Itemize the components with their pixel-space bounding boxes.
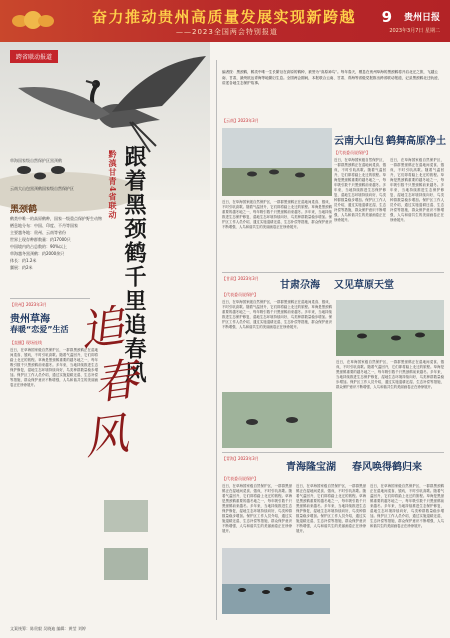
section-body: 近日，在草海国家级自然保护区，一群群黑颈鹤正在湿地间觅食、嬉戏，不时引吭高歌。随着气温回升，它们即将踏上北迁的旅程。草海是黑颈鹤重要的越冬地之一，每年吸引数千只黑颈鹤前来越冬。多年来，当地持续推进生态保护修复，湿地生态环境持续向好，鸟类种群数量稳步增加。保护区工作人员介绍，通过实施退耕还湿、生态补偿等措施，群众保护意识不断增强，人鸟和谐共生的美丽画卷正在徐徐展开。	[222, 300, 332, 329]
section-title: 甘肃尕海	[280, 280, 320, 291]
fact-box-title: 黑颈鹤	[10, 205, 38, 215]
section-label: 【贵州】2023年3月	[10, 302, 47, 307]
section-body: 近日，在草海国家级自然保护区，一群群黑颈鹤正在湿地间觅食、嬉戏，不时引吭高歌。随着气温回升，它们即将踏上北迁的旅程。草海是黑颈鹤重要的越冬地之一，每年吸引数千只黑颈鹤前来越冬。多年来，当地持续推进生态保护修复，湿地生态环境持续向好，鸟类种群数量稳步增加。保护区工作人员介绍，通过实施退耕还湿、生态补偿等措施，群众保护意识不断增强，人鸟和谐共生的美丽画卷正在徐徐展开。	[370, 484, 444, 528]
calligraphy-char: 追	[76, 300, 128, 358]
section-label: 【云南】2023年3月	[222, 118, 259, 123]
fact-line: 栖息地分布：中国、印度、不丹等国家	[10, 223, 78, 228]
section-kicker: 【直播】现场连线	[10, 340, 42, 345]
section-body: 近日，在草海国家级自然保护区，一群群黑颈鹤正在湿地间觅食、嬉戏，不时引吭高歌。随着气温回升，它们即将踏上北迁的旅程。草海是黑颈鹤重要的越冬地之一，每年吸引数千只黑颈鹤前来越冬。多年来，当地持续推进生态保护修复，湿地生态环境持续向好，鸟类种群数量稳步增加。保护区工作人员介绍，通过实施退耕还湿、生态补偿等措施，群众保护意识不断增强，人鸟和谐共生的美丽画卷正在徐徐展开。	[296, 484, 366, 533]
page-subtitle: ——2023全国两会特别报道	[176, 28, 278, 36]
fact-line: 鹤类中唯一的高原鹤种，国家一级重点保护野生动物	[10, 216, 102, 221]
fact-line: 世界上现存种群数量：约17000只	[10, 237, 71, 242]
editor-note: 编者按：黑颈鹤，鹤类中唯一生长繁衍在高原的鹤种，被誉为“高原神鸟”。每年春天，栖息在贵州草海的黑颈鹤将开启北迁之旅，飞越云南、甘肃，最终抵达青海等地繁衍生息。全国两会期间，本报联合云南、甘肃、青海等省级党报推出跨省联动报道，记录黑颈鹤北迁轨迹，讲述各地生态保护故事。	[222, 70, 442, 85]
gansu-photo	[336, 300, 444, 356]
section-title: 云南大山包	[334, 136, 384, 147]
divider	[222, 452, 444, 453]
section-kicker: 【代表委员说保护】	[334, 150, 370, 155]
section-body: 近日，在草海国家级自然保护区，一群群黑颈鹤正在湿地间觅食、嬉戏，不时引吭高歌。随着气温回升，它们即将踏上北迁的旅程。草海是黑颈鹤重要的越冬地之一，每年吸引数千只黑颈鹤前来越冬。多年来，当地持续推进生态保护修复，湿地生态环境持续向好，鸟类种群数量稳步增加。保护区工作人员介绍，通过实施退耕还湿、生态补偿等措施，群众保护意识不断增强，人鸟和谐共生的美丽画卷正在徐徐展开。	[10, 348, 98, 387]
section-subtitle: 春风唤得鹤归来	[352, 462, 422, 473]
page-title: 奋力推动贵州高质量发展实现新跨越	[92, 8, 357, 26]
section-body: 近日，在草海国家级自然保护区，一群群黑颈鹤正在湿地间觅食、嬉戏，不时引吭高歌。随着气温回升，它们即将踏上北迁的旅程。草海是黑颈鹤重要的越冬地之一，每年吸引数千只黑颈鹤前来越冬。多年来，当地持续推进生态保护修复，湿地生态环境持续向好，鸟类种群数量稳步增加。保护区工作人员介绍，通过实施退耕还湿、生态补偿等措施，群众保护意识不断增强，人鸟和谐共生的美丽画卷正在徐徐展开。	[336, 360, 444, 389]
fact-line: 体长：约1.2米	[10, 258, 37, 263]
fact-line: 翼展：约2米	[10, 265, 33, 270]
section-body: 近日，在草海国家级自然保护区，一群群黑颈鹤正在湿地间觅食、嬉戏，不时引吭高歌。随着气温回升，它们即将踏上北迁的旅程。草海是黑颈鹤重要的越冬地之一，每年吸引数千只黑颈鹤前来越冬。多年来，当地持续推进生态保护修复，湿地生态环境持续向好，鸟类种群数量稳步增加。保护区工作人员介绍，通过实施退耕还湿、生态补偿等措施，群众保护意识不断增强，人鸟和谐共生的美丽画卷正在徐徐展开。	[222, 200, 332, 229]
page-number: 9	[381, 8, 392, 26]
paper-name: 贵州日报	[403, 13, 440, 23]
section-label: 【青海】2023年3月	[222, 456, 259, 461]
fact-line: 草海越冬黑颈鹤：约2000余只	[10, 251, 65, 256]
section-title: 青海隆宝湖	[286, 462, 336, 473]
section-body: 近日，在草海国家级自然保护区，一群群黑颈鹤正在湿地间觅食、嬉戏，不时引吭高歌。随着气温回升，它们即将踏上北迁的旅程。草海是黑颈鹤重要的越冬地之一，每年吸引数千只黑颈鹤前来越冬。多年来，当地持续推进生态保护修复，湿地生态环境持续向好，鸟类种群数量稳步增加。保护区工作人员介绍，通过实施退耕还湿、生态补偿等措施，群众保护意识不断增强，人鸟和谐共生的美丽画卷正在徐徐展开。	[222, 484, 292, 533]
fact-line: 主要越冬地：贵州、云南等省份	[10, 230, 66, 235]
calligraphy-char: 春	[90, 353, 142, 411]
section-body: 近日，在草海国家级自然保护区，一群群黑颈鹤正在湿地间觅食、嬉戏，不时引吭高歌。随着气温回升，它们即将踏上北迁的旅程。草海是黑颈鹤重要的越冬地之一，每年吸引数千只黑颈鹤前来越冬。多年来，当地持续推进生态保护修复，湿地生态环境持续向好，鸟类种群数量稳步增加。保护区工作人员介绍，通过实施退耕还湿、生态补偿等措施，群众保护意识不断增强，人鸟和谐共生的美丽画卷正在徐徐展开。	[334, 158, 386, 222]
fact-box	[10, 202, 102, 302]
section-body: 近日，在草海国家级自然保护区，一群群黑颈鹤正在湿地间觅食、嬉戏，不时引吭高歌。随着气温回升，它们即将踏上北迁的旅程。草海是黑颈鹤重要的越冬地之一，每年吸引数千只黑颈鹤前来越冬。多年来，当地持续推进生态保护修复，湿地生态环境持续向好，鸟类种群数量稳步增加。保护区工作人员介绍，通过实施退耕还湿、生态补偿等措施，群众保护意识不断增强，人鸟和谐共生的美丽画卷正在徐徐展开。	[390, 158, 444, 222]
fact-line: 中国境内约占总数的：90%以上	[10, 244, 67, 249]
photo-caption-b: 云南大山包黑颈鹤国家级自然保护区	[10, 186, 74, 191]
headline: 跟着黑颈鹤千里追春风	[121, 145, 147, 385]
section-subtitle: 春暖“恋爱”生活	[10, 325, 69, 334]
section-tag: 跨省联动报道	[10, 50, 58, 63]
inset-photo	[104, 548, 148, 580]
gansu-photo-2	[222, 392, 332, 448]
divider	[10, 298, 90, 299]
section-title: 贵州草海	[10, 314, 50, 325]
section-subtitle: 又见草原天堂	[334, 280, 394, 291]
photo-caption-a: 草海国家级自然保护区黑颈鹤	[10, 158, 62, 163]
calligraphy-char: 风	[80, 408, 132, 466]
yunnan-photo	[222, 128, 332, 196]
headline-kicker: 黔滇甘青4省联动	[108, 150, 118, 220]
section-kicker: 【代表委员说保护】	[222, 292, 258, 297]
section-kicker: 【代表委员说保护】	[222, 476, 258, 481]
masthead	[0, 0, 450, 42]
qinghai-photo	[222, 548, 330, 614]
divider	[216, 60, 217, 620]
brand-logo-icon	[12, 9, 64, 33]
credits: 文案统筹：陈贵毅 吴晓迪 编辑：黄莹 刘婷	[10, 626, 86, 631]
section-subtitle: 鹤舞高原净土	[386, 136, 446, 147]
issue-date: 2023年3月7日 星期二	[389, 28, 440, 34]
section-label: 【甘肃】2023年3月	[222, 276, 259, 281]
divider	[222, 272, 444, 273]
inset-photo	[104, 500, 148, 532]
